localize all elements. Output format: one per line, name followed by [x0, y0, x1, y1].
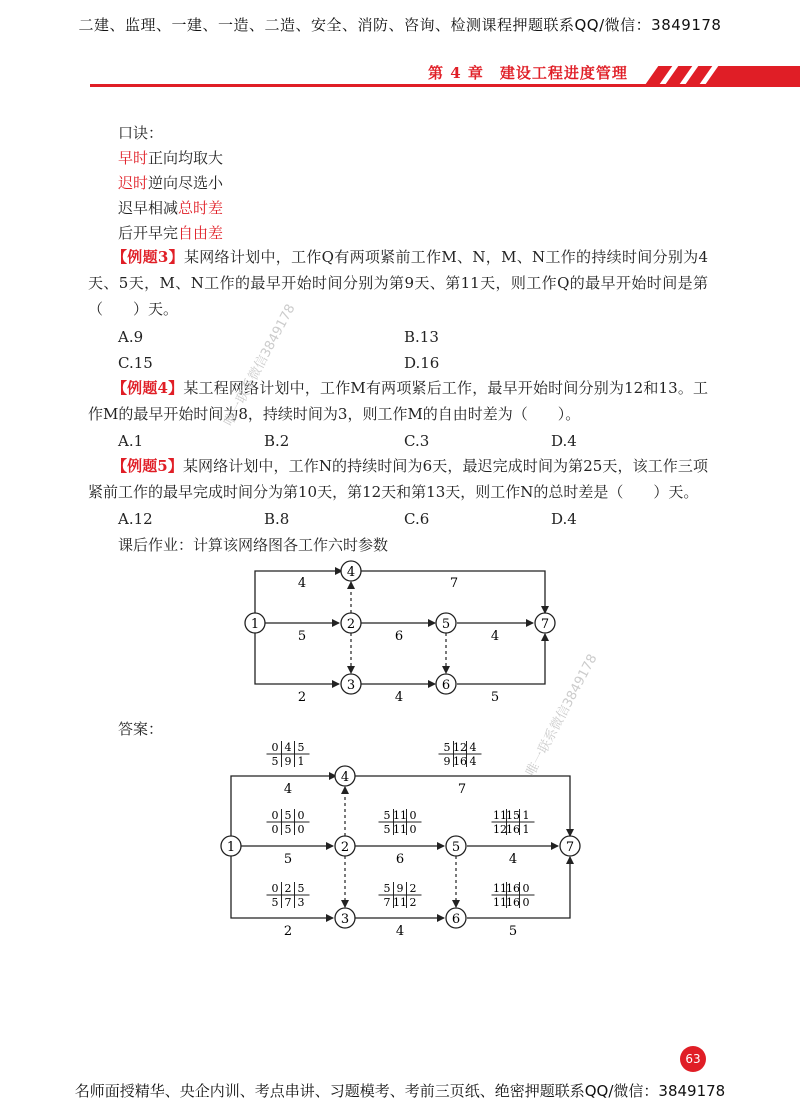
duration-label: 4: [283, 782, 293, 797]
node-label: 2: [346, 617, 356, 632]
option: C.3: [404, 432, 430, 450]
param-value: 16: [506, 882, 520, 895]
param-value: 5: [443, 741, 451, 754]
chapter-title: 第 4 章 建设工程进度管理: [428, 64, 628, 82]
node: [446, 908, 466, 928]
option: C.15: [118, 354, 153, 372]
node: [436, 674, 456, 694]
node-label: 3: [340, 912, 350, 927]
param-value: 16: [506, 896, 520, 909]
watermark: 唯一联系微信3849178: [221, 301, 299, 429]
param-value: 9: [396, 882, 404, 895]
duration-label: 4: [490, 629, 500, 644]
param-value: 12: [493, 823, 507, 836]
param-value: 15: [506, 809, 520, 822]
page-number: 63: [680, 1046, 706, 1072]
param-value: 0: [271, 741, 279, 754]
node-label: 5: [441, 617, 451, 632]
option: B.2: [264, 432, 290, 450]
node-label: 1: [250, 617, 260, 632]
param-value: 0: [522, 896, 530, 909]
homework-text: 课后作业：计算该网络图各工作六时参数: [118, 536, 389, 554]
node: [245, 613, 265, 633]
mnemonic-key: 总时差: [178, 199, 224, 217]
param-value: 16: [453, 755, 467, 768]
duration-label: 7: [449, 576, 459, 591]
node-label: 2: [340, 840, 350, 855]
duration-label: 4: [508, 852, 518, 867]
node-label: 6: [441, 678, 451, 693]
param-value: 0: [271, 882, 279, 895]
option: B.8: [264, 510, 290, 528]
param-value: 12: [453, 741, 467, 754]
duration-label: 6: [394, 629, 404, 644]
param-value: 5: [284, 809, 292, 822]
top-banner: 二建、监理、一建、一造、二造、安全、消防、咨询、检测课程押题联系QQ/微信：3849178: [78, 16, 722, 34]
duration-label: 2: [297, 690, 307, 705]
node: [560, 836, 580, 856]
param-value: 0: [297, 823, 305, 836]
watermark: 唯一联系微信3849178: [523, 651, 601, 779]
option: B.13: [404, 328, 439, 346]
duration-label: 6: [395, 852, 405, 867]
node: [446, 836, 466, 856]
node: [535, 613, 555, 633]
param-value: 0: [271, 809, 279, 822]
example-text: 某网络计划中，工作Q有两项紧前工作M、N，M、N工作的持续时间分别为4天、5天，M、N工作的最早开始时间分别为第9天、第11天，则工作Q的最早开始时间是第（ ）天。: [88, 248, 709, 318]
param-value: 5: [383, 823, 391, 836]
param-value: 0: [522, 882, 530, 895]
node-label: 4: [346, 565, 356, 580]
param-value: 1: [297, 755, 305, 768]
mnemonic-key: 自由差: [178, 224, 224, 242]
param-value: 1: [522, 823, 530, 836]
mnemonic-key: 迟时: [118, 174, 149, 192]
duration-label: 7: [457, 782, 467, 797]
answer-label: 答案：: [118, 720, 164, 738]
param-value: 0: [409, 823, 417, 836]
node-label: 3: [346, 678, 356, 693]
node: [221, 836, 241, 856]
param-grid-1-2: [267, 809, 310, 836]
param-value: 11: [493, 882, 507, 895]
duration-label: 5: [283, 852, 293, 867]
duration-label: 5: [297, 629, 307, 644]
option: A.1: [118, 432, 144, 450]
duration-label: 5: [490, 690, 500, 705]
node: [341, 561, 361, 581]
param-value: 2: [409, 896, 417, 909]
option: D.4: [551, 432, 577, 450]
param-value: 9: [284, 755, 292, 768]
param-value: 4: [284, 741, 292, 754]
param-value: 2: [409, 882, 417, 895]
duration-label: 4: [394, 690, 404, 705]
node: [335, 836, 355, 856]
footer-banner: 名师面授精华、央企内训、考点串讲、习题模考、考前三页纸、绝密押题联系QQ/微信：3849178: [74, 1082, 726, 1100]
mnemonic-key: 早时: [118, 149, 149, 167]
duration-label: 5: [508, 924, 518, 939]
param-grid-6-7: [492, 882, 535, 909]
node-label: 1: [226, 840, 236, 855]
param-value: 0: [271, 823, 279, 836]
param-value: 3: [297, 896, 305, 909]
node: [436, 613, 456, 633]
option: A.9: [118, 328, 144, 346]
param-value: 2: [284, 882, 292, 895]
duration-label: 2: [283, 924, 293, 939]
param-value: 0: [297, 809, 305, 822]
param-value: 5: [383, 809, 391, 822]
param-value: 5: [284, 823, 292, 836]
node-label: 4: [340, 770, 350, 785]
param-grid-1-3: [267, 882, 310, 909]
param-value: 11: [393, 809, 407, 822]
mnemonic-rest: 迟早相减: [118, 199, 179, 217]
duration-label: 4: [395, 924, 405, 939]
node-label: 7: [565, 840, 575, 855]
node: [335, 766, 355, 786]
param-grids: [267, 741, 535, 909]
node-label: 6: [451, 912, 461, 927]
param-value: 5: [297, 741, 305, 754]
param-grid-1-4: [267, 741, 310, 768]
param-value: 11: [393, 896, 407, 909]
example-text: 某网络计划中，工作N的持续时间为6天，最迟完成时间为第25天，该工作三项紧前工作的最早完成时间分为第10天，第12天和第13天，则工作N的总时差是（ ）天。: [88, 457, 709, 501]
param-value: 0: [409, 809, 417, 822]
option: D.16: [404, 354, 440, 372]
param-value: 9: [443, 755, 451, 768]
param-value: 11: [393, 823, 407, 836]
option: D.4: [551, 510, 577, 528]
param-grid-4-7: [439, 741, 482, 768]
param-value: 1: [522, 809, 530, 822]
param-value: 5: [271, 755, 279, 768]
example-label: 【例题3】: [112, 248, 184, 266]
param-value: 5: [297, 882, 305, 895]
param-grid-3-6: [379, 882, 422, 909]
arrow-6-7: [457, 634, 545, 684]
param-value: 11: [493, 809, 507, 822]
param-value: 4: [469, 755, 477, 768]
mnemonic-rest: 正向均取大: [148, 149, 224, 167]
option: A.12: [118, 510, 153, 528]
node-label: 5: [451, 840, 461, 855]
param-value: 7: [383, 896, 391, 909]
param-value: 7: [284, 896, 292, 909]
mnemonic-rest: 后开早完: [118, 224, 179, 242]
node: [341, 613, 361, 633]
mnemonic-title: 口诀：: [118, 124, 164, 142]
duration-label: 4: [297, 576, 307, 591]
node-label: 7: [540, 617, 550, 632]
example-label: 【例题5】: [112, 457, 183, 475]
param-value: 16: [506, 823, 520, 836]
node: [341, 674, 361, 694]
param-grid-2-5: [379, 809, 422, 836]
example-text: 某工程网络计划中，工作M有两项紧后工作，最早开始时间分别为12和13。工作M的最早开始时间为8，持续时间为3，则工作M的自由时差为（ ）。: [88, 379, 709, 423]
example-label: 【例题4】: [112, 379, 184, 397]
mnemonic-rest: 逆向尽选小: [148, 174, 224, 192]
param-grid-5-7: [492, 809, 535, 836]
option: C.6: [404, 510, 430, 528]
param-value: 11: [493, 896, 507, 909]
node: [335, 908, 355, 928]
param-value: 5: [383, 882, 391, 895]
param-value: 4: [469, 741, 477, 754]
param-value: 5: [271, 896, 279, 909]
